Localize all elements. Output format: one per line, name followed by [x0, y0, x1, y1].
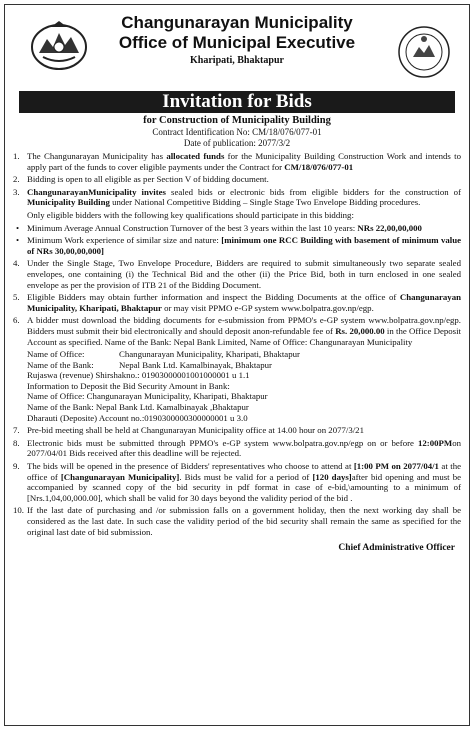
notice-body [13, 151, 461, 537]
clause-6: 6. A bidder must download the bidding documents for e-submission from PPMO's e-GP system www.bolpatra.gov.np/egp. Bidders must submit their bid electronically and should deposit anon-refundable fee of Rs. 20,000.00 in the Office Deposit Account as specified. Name of the Bank: Nepal Bank Limited, Name of Office: Changunarayan Municipality [13, 315, 461, 347]
bullet-icon: • [16, 235, 20, 246]
municipality-title: Changunarayan Municipality [121, 13, 353, 32]
clause-4: 4. Under the Single Stage, Two Envelope Procedure, Bidders are required to submit simultaneously two separate sealed envelopes, one containing (i) the Technical Bid and the other (ii) the Price Bid, both in turn enclosed in one sealed envelope as per the provision of ITB 21 of the Bidding Document. [13, 258, 461, 290]
office-title: Office of Municipal Executive [118, 33, 356, 52]
clause-number: 4. [13, 258, 20, 269]
nepal-emblem-icon [29, 19, 89, 71]
revenue-account: Rujaswa (revenue) Shirshakno.: 01903000001001000001 u 1.1 [27, 370, 250, 381]
qualification-turnover: • Minimum Average Annual Construction Turnover of the best 3 years within the last 10 years: NRs 22,00,00,000 [16, 222, 422, 233]
notice-page [4, 4, 470, 726]
bank-detail-row: Name of the Bank: Nepal Bank Ltd. Kamalbinayak, Bhaktapur [27, 359, 272, 370]
municipality-seal-icon [397, 25, 451, 79]
contract-id: Contract Identification No: CM/18/076/077-01 [152, 127, 322, 137]
clause-7: 7. Pre-bid meeting shall be held at Changunarayan Municipality office at 14.00 hour on 2077/3/21 [13, 425, 364, 436]
clause-number: 8. [13, 437, 20, 448]
deposit-info-heading: Information to Deposit the Bid Security Amount in Bank: [27, 380, 230, 391]
deposit-office: Name of Office: Changunarayan Municipality, Kharipati, Bhaktapur [27, 391, 268, 402]
clause-8: 8. Electronic bids must be submitted through PPMO's e-GP system www.bolpatra.gov.np/egp on or before 12:00PMon 2077/04/01 Bids received after this deadline will be rejected. [13, 437, 461, 459]
office-location: Kharipati, Bhaktapur [190, 55, 284, 66]
clause-number: 2. [13, 174, 20, 185]
clause-number: 5. [13, 292, 20, 303]
deposit-bank: Name of the Bank: Nepal Bank Ltd. Kamalbinayak ,Bhaktapur [27, 402, 249, 413]
clause-10: 10. If the last date of purchasing and /or submission falls on a government holiday, then the next working day shall be considered as the last date. In such case the validity period of the bid security shall remain the same as specified for the original last date of bid submission. [13, 505, 461, 537]
qualification-note: Only eligible bidders with the following key qualifications should participate in this bidding: [27, 209, 354, 220]
clause-number: 1. [13, 151, 20, 161]
office-detail-row: Name of Office: Changunarayan Municipality, Kharipati, Bhaktapur [27, 349, 300, 360]
clause-3: 3. ChangunarayanMunicipality invites sealed bids or electronic bids from eligible bidders for the construction of Municipality Building under National Competitive Bidding – Single Stage Two Envelope Bidding procedures. [13, 186, 461, 208]
clause-9: 9. The bids will be opened in the presence of Bidders' representatives who choose to attend at [1:00 PM on 2077/04/1 at the office of [Changunarayan Municipality]. Bids must be valid for a period of [120 days]after bid opening and must be accompanied by scanned copy of the bid security in pdf format in case of e-bid,\amounting to a minimum of [Nrs.1,04,00,000.00], which shall be valid for 30 days beyond the validity period of the bid . [13, 461, 462, 503]
clause-number: 7. [13, 425, 20, 436]
publication-date: Date of publication: 2077/3/2 [183, 138, 291, 148]
clause-number: 6. [13, 315, 20, 326]
notice-header [13, 13, 461, 91]
clause-number: 9. [13, 461, 20, 472]
qualification-experience: • Minimum Work experience of similar size and nature: [minimum one RCC Building with basement of minimum value of NRs 30,00,00,000] [16, 235, 461, 256]
banner-title: Invitation for Bids [19, 91, 455, 113]
signature-line: Chief Administrative Officer [338, 543, 455, 554]
clause-1: 1. The Changunarayan Municipality has allocated funds for the Municipality Building Construction Work and intends to apply part of the funds to cover eligible payments under the Contract for CM/18/076/077-01 [13, 151, 461, 172]
clause-number: 3. [13, 186, 20, 197]
notice-subtitle: for Construction of Municipality Building [143, 115, 331, 126]
deposit-account: Dharauti (Deposite) Account no.:0190300000300000001 u 3.0 [27, 412, 248, 423]
clause-2: 2. Bidding is open to all eligible as per Section V of bidding document. [13, 174, 269, 185]
clause-number: 10. [13, 505, 24, 516]
clause-5: 5. Eligible Bidders may obtain further information and inspect the Bidding Documents at the office of Changunarayan Municipality, Kharipati, Bhaktapur or may visit PPMO e-GP system www.bolpatra.gov.np/egp. [13, 292, 461, 313]
bullet-icon: • [16, 222, 20, 233]
